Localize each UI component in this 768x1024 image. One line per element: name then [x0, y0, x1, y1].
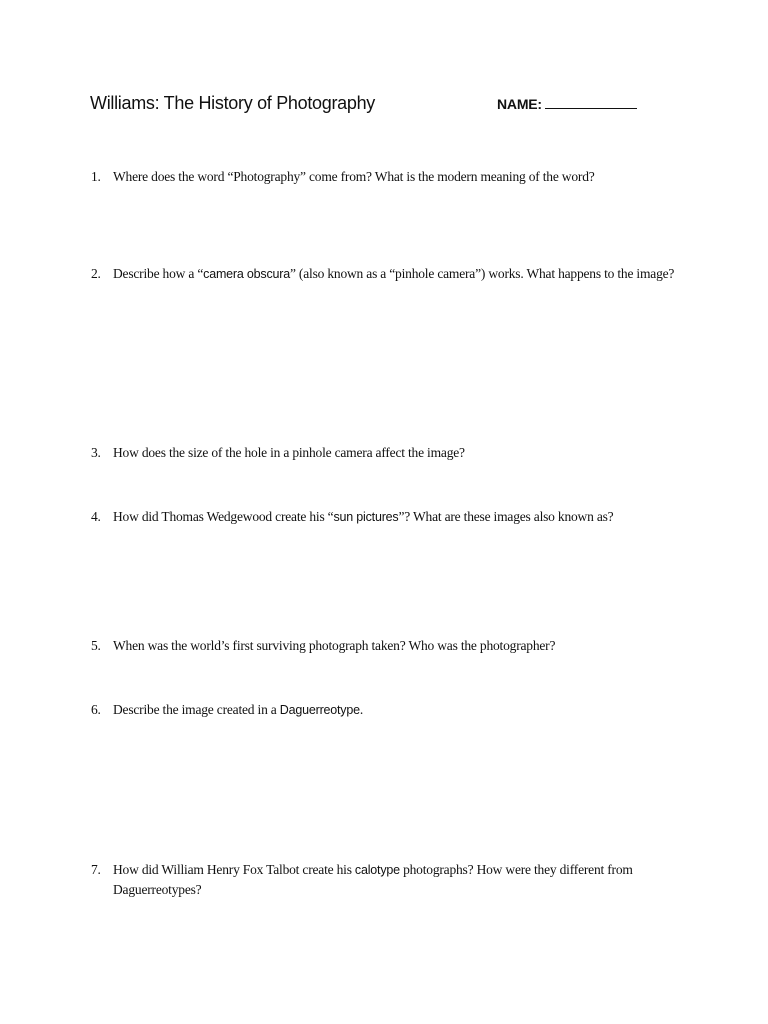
question-2 [91, 264, 681, 284]
question-6 [91, 700, 681, 720]
question-number: 1. [91, 169, 101, 184]
question-text: How does the size of the hole in a pinhole camera affect the image? [113, 445, 465, 460]
question-number: 4. [91, 509, 101, 524]
term-daguerreotype: Daguerreotype [279, 703, 360, 717]
term-sun-pictures: sun pictures [333, 510, 399, 524]
question-number: 7. [91, 862, 101, 877]
worksheet-title: Williams: The History of Photography [90, 93, 375, 113]
question-1 [91, 167, 681, 187]
question-text: Where does the word “Photography” come from? What is the modern meaning of the word? [113, 169, 595, 184]
question-text: Describe the image created in a Daguerreotype. [113, 702, 364, 717]
question-number: 6. [91, 702, 101, 717]
question-number: 3. [91, 445, 101, 460]
question-3 [91, 443, 681, 463]
question-number: 5. [91, 638, 101, 653]
name-field [497, 96, 637, 112]
term-camera-obscura: camera obscura [203, 267, 290, 281]
question-4 [91, 507, 681, 527]
question-7 [91, 860, 681, 900]
term-calotype: calotype [354, 863, 400, 877]
question-text: How did Thomas Wedgewood create his “sun pictures”? What are these images also known as? [113, 509, 614, 524]
question-text: Describe how a “camera obscura” (also known as a “pinhole camera”) works. What happens to the image? [113, 266, 675, 281]
question-5 [91, 636, 681, 656]
name-label: NAME: [497, 96, 542, 112]
question-text: How did William Henry Fox Talbot create his calotype photographs? How were they different from Daguerreotypes? [113, 862, 633, 897]
question-number: 2. [91, 266, 101, 281]
question-text: When was the world’s first surviving photograph taken? Who was the photographer? [113, 638, 556, 653]
name-blank-line [545, 96, 637, 109]
